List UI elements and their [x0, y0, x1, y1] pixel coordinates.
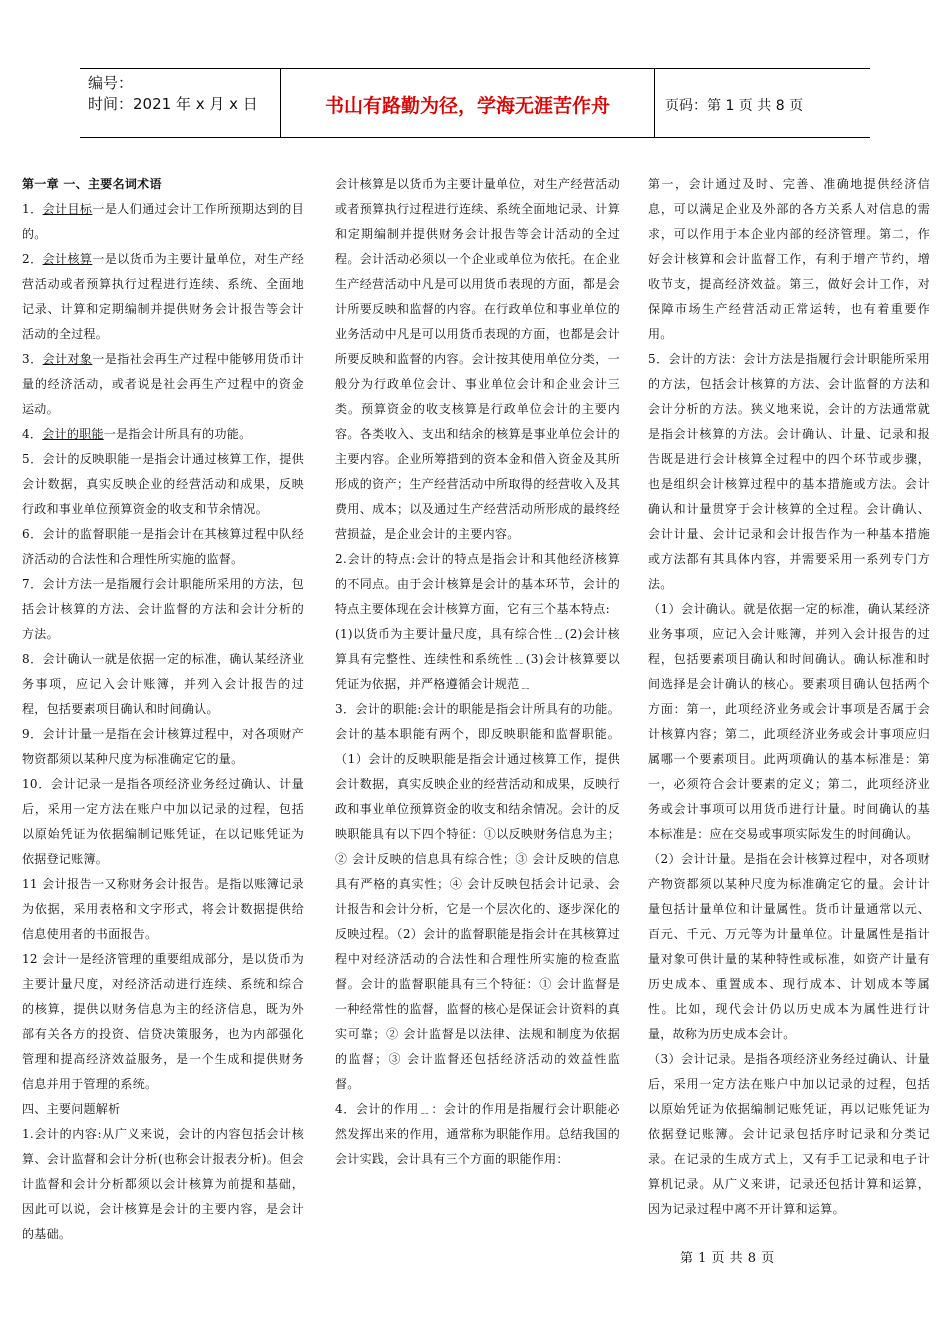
question-1: 1.会计的内容:从广义来说，会计的内容包括会计核算、会计监督和会计分析(也称会计报表分析)。但会计监督和会计分析都须以会计核算为前提和基础，因此可以说，会计核算是会计的主要内容，是会计的基础。: [22, 1127, 304, 1241]
term-4: 4．会计的职能一是指会计所具有的功能。: [22, 427, 252, 441]
term-7: 7．会计方法一是指履行会计职能所采用的方法，包括会计核算的方法、会计监督的方法和会计分析的方法。: [22, 577, 304, 641]
column-3: [648, 172, 930, 1222]
term-10: 10．会计记录一是指各项经济业务经过确认、计量后，采用一定方法在账户中加以记录的过程，包括以原始凭证为依据编制记账凭证，在以记账凭证为依据登记账簿。: [22, 777, 304, 866]
motto-text: 书山有路勤为径，学海无涯苦作舟: [324, 95, 610, 117]
term-5: 5．会计的反映职能一是指会计通过核算工作，提供会计数据，真实反映企业的经营活动和成果，反映行政和事业单位预算资金的收支和节余情况。: [22, 452, 304, 516]
section-heading: 四、主要问题解析: [22, 1102, 121, 1116]
term-11: 11 会计报告一又称财务会计报告。是指以账簿记录为依据，采用表格和文字形式，将会计数据提供给信息使用者的书面报告。: [22, 877, 304, 941]
term-3: 3．会计对象一是指社会再生产过程中能够用货币计量的经济活动，或者说是社会再生产过程中的资金运动。: [22, 352, 304, 416]
term-2: 2．会计核算一是以货币为主要计量单位，对生产经营活动或者预算执行过程进行连续、系统、全面地记录、计算和定期编制并提供财务会计报告等会计活动的全过程。: [22, 252, 304, 341]
doc-number-label: 编号：: [88, 74, 134, 92]
page-header: [80, 68, 870, 138]
header-motto-cell: [280, 69, 655, 137]
paragraph: （1）会计确认。就是依据一定的标准，确认某经济业务事项，应记入会计账簿，并列入会计报告的过程，包括要素项目确认和时间确认。确认标准和时间选择是会计确认的核心。要素项目确认包括两个方面：第一，此项经济业务或会计事项是否属于会计核算内容；第二，此项经济业务或会计事项应归属哪一个要素项目。此两项确认的基本标准是：第一，必须符合会计要素的定义；第二，此项经济业务或会计事项可以用货币进行计量。时间确认的基本标准是：应在交易或事项实际发生的时间确认。: [648, 602, 930, 841]
term-1: 1．会计目标一是人们通过会计工作所预期达到的目的。: [22, 202, 304, 241]
doc-date-label: 时间：2021 年 x 月 x 日: [88, 95, 258, 113]
paragraph: （2）会计计量。是指在会计核算过程中，对各项财产物资都须以某种尺度为标准确定它的量。会计计量包括计量单位和计量属性。货币计量通常以元、百元、千元、万元等为计量单位。计量属性是指计量对象可供计量的某种特性或标准，如资产计量有历史成本、重置成本、现行成本、计划成本等属性。比如，现代会计仍以历史成本为属性进行计量，故称为历史成本会计。: [648, 852, 930, 1041]
column-2: [335, 172, 620, 1172]
paragraph: 4．会计的作用﹎：会计的作用是指履行会计职能必然发挥出来的作用，通常称为职能作用。总结我国的会计实践，会计具有三个方面的职能作用：: [335, 1102, 620, 1166]
term-12: 12 会计一是经济管理的重要组成部分，是以货币为主要计量尺度，对经济活动进行连续、系统和综合的核算，提供以财务信息为主的经济信息，既为外部有关各方的投资、信贷决策服务，也为内部强化管理和提高经济效益服务，是一个生成和提供财务信息并用于管理的系统。: [22, 952, 304, 1091]
term-8: 8．会计确认一就是依据一定的标准，确认某经济业务事项，应记入会计账簿，并列入会计报告的过程，包括要素项目确认和时间确认。: [22, 652, 304, 716]
chapter-title: 第一章 一、主要名词术语: [22, 177, 162, 191]
paragraph: (1)以货币为主要计量尺度，具有综合性﹎(2)会计核算具有完整性、连续性和系统性﹎(3)会计核算要以凭证为依据，并严格遵循会计规范﹎: [335, 627, 620, 691]
paragraph: 会计核算是以货币为主要计量单位，对生产经营活动或者预算执行过程进行连续、系统全面地记录、计算和定期编制并提供财务会计报告等会计活动的全过程。会计活动必须以一个企业或单位为依托。在企业生产经营活动中凡是可以用货币表现的方面，都是会计所要反映和监督的内容。在行政单位和事业单位的业务活动中凡是可以用货币表现的方面，也都是会计所要反映和监督的内容。会计按其使用单位分类，一般分为行政单位会计、事业单位会计和企业会计三类。预算资金的收支核算是行政单位会计的主要内容。各类收入、支出和结余的核算是事业单位会计的主要内容。企业所筹措到的资本金和借入资金及其所形成的资产；生产经营活动中所取得的经营收入及其费用、成本；以及通过生产经营活动所形成的最终经营损益，是企业会计的主要内容。: [335, 177, 620, 541]
page-footer: 第 1 页 共 8 页: [680, 1251, 775, 1266]
paragraph: 5．会计的方法：会计方法是指履行会计职能所采用的方法，包括会计核算的方法、会计监督的方法和会计分析的方法。狭义地来说，会计的方法通常就是指会计核算的方法。会计确认、计量、记录和报告既是进行会计核算全过程中的四个环节或步骤，也是组织会计核算过程中的基本措施或方法。会计确认和计量贯穿于会计核算的全过程。会计确认、会计计量、会计记录和会计报告作为一种基本措施或方法都有其具体内容，并需要采用一系列专门方法。: [648, 352, 930, 591]
header-page-number: 页码：第 1 页 共 8 页: [665, 98, 804, 114]
paragraph: 第一，会计通过及时、完善、准确地提供经济信息，可以满足企业及外部的各方关系人对信息的需求，可以作用于本企业内部的经济管理。第二，作好会计核算和会计监督工作，有利于增产节约，增收节支，提高经济效益。第三，做好会计工作，对保障市场生产经营活动正常运转，也有着重要作用。: [648, 177, 930, 341]
paragraph: （3）会计记录。是指各项经济业务经过确认、计量后，采用一定方法在账户中加以记录的过程，包括以原始凭证为依据编制记账凭证，再以记账凭证为依据登记账簿。会计记录包括序时记录和分类记录。在记录的生成方式上，又有手工记录和电子计算机记录。从广义来讲，记录还包括计算和运算，因为记录过程中离不开计算和运算。: [648, 1052, 930, 1216]
term-9: 9．会计计量一是指在会计核算过程中，对各项财产物资都须以某种尺度为标准确定它的量。: [22, 727, 304, 766]
paragraph: 2.会计的特点:会计的特点是指会计和其他经济核算的不同点。由于会计核算是会计的基本环节，会计的特点主要体现在会计核算方面，它有三个基本特点:: [335, 552, 620, 616]
term-6: 6．会计的监督职能一是指会计在其核算过程中队经济活动的合法性和合理性所实施的监督。: [22, 527, 304, 566]
header-meta: [80, 69, 280, 137]
paragraph: 3．会计的职能:会计的职能是指会计所具有的功能。会计的基本职能有两个，即反映职能和监督职能。（1）会计的反映职能是指会计通过核算工作，提供会计数据，真实反映企业的经营活动和成果，反映行政和事业单位预算资金的收支和结余情况。会计的反映职能具有以下四个特征：①以反映财务信息为主；② 会计反映的信息具有综合性；③ 会计反映的信息具有严格的真实性；④ 会计反映包括会计记录、会计报告和会计分析，它是一个层次化的、逐步深化的反映过程。（2）会计的监督职能是指会计在其核算过程中对经济活动的合法性和合理性所实施的检查监督。会计的监督职能具有三个特征：① 会计监督是一种经常性的监督，监督的核心是保证会计资料的真实可靠；② 会计监督是以法律、法规和制度为依据的监督；③ 会计监督还包括经济活动的效益性监督。: [335, 702, 620, 1091]
header-page-cell: [655, 69, 870, 137]
column-1: [22, 172, 304, 1247]
